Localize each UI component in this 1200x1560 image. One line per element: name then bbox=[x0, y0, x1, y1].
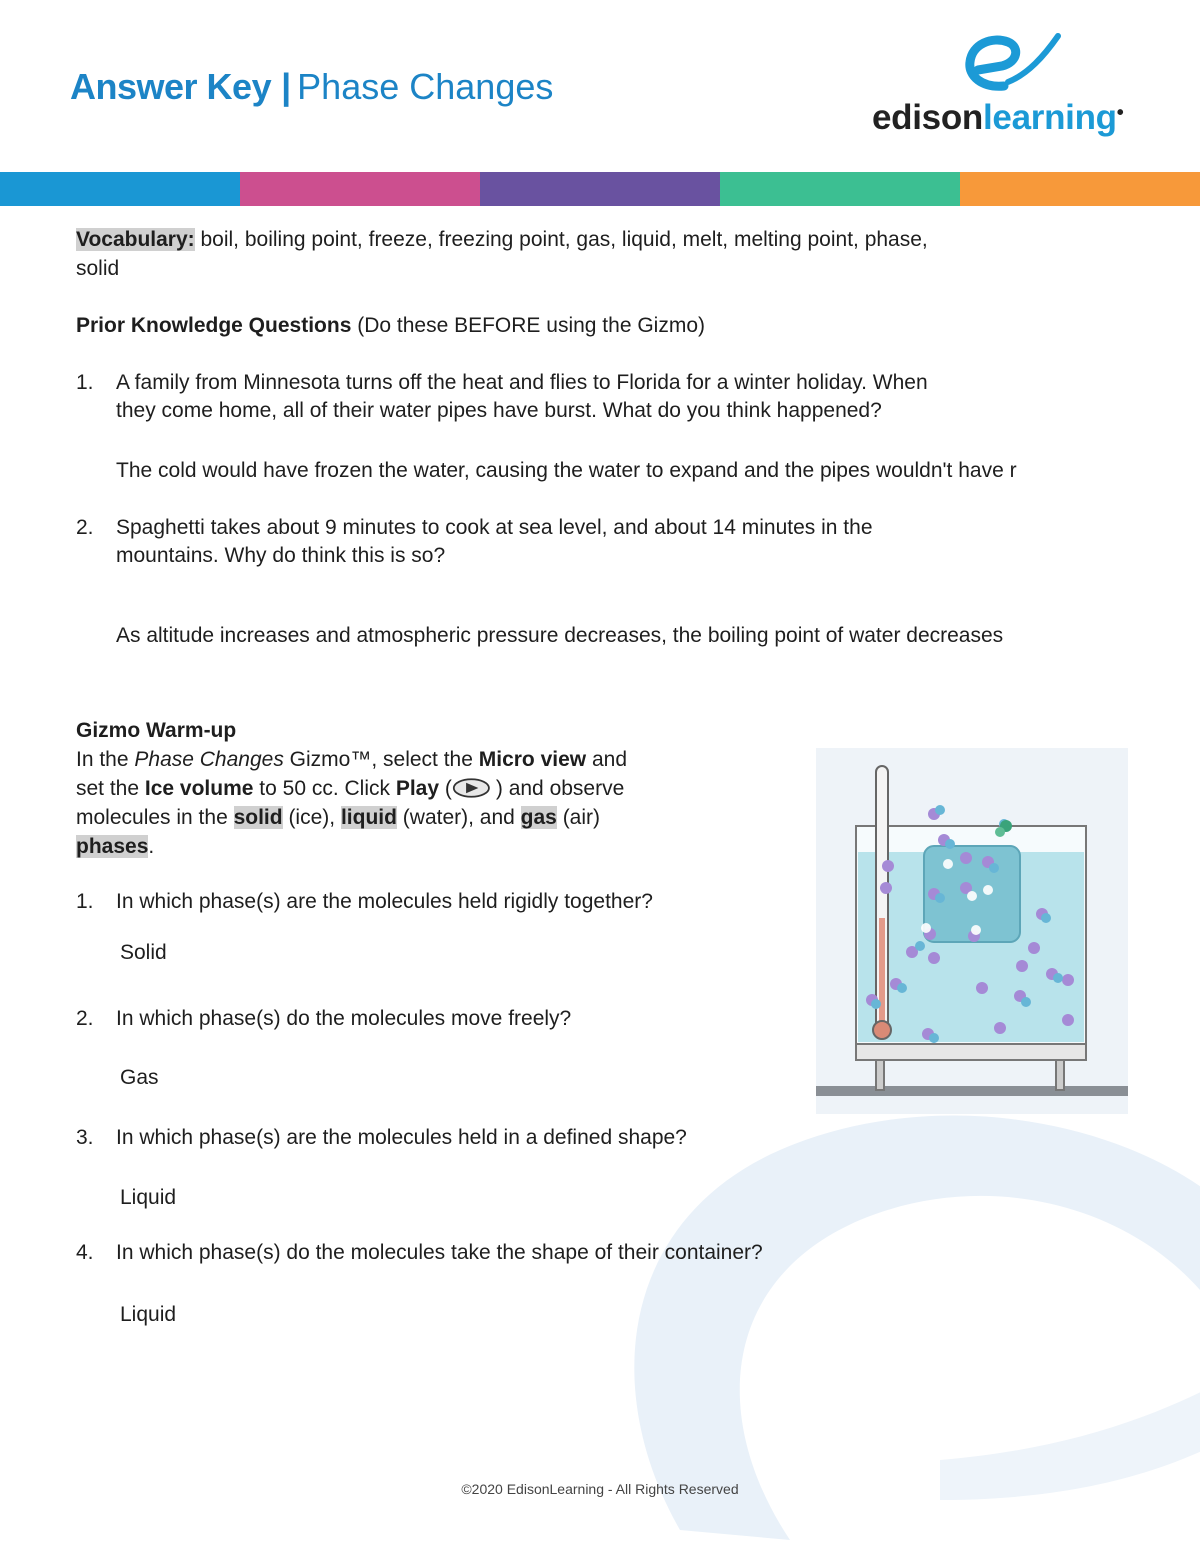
logo-learning: learning bbox=[983, 98, 1117, 137]
warmup-question-4: In which phase(s) do the molecules take the shape of their container? bbox=[116, 1241, 763, 1264]
phase-changes-gizmo-image bbox=[816, 748, 1128, 1114]
stripe-green bbox=[720, 172, 960, 206]
warmup-text: to 50 cc. Click bbox=[253, 777, 396, 800]
prior-question-1-line-1: A family from Minnesota turns off the heat and flies to Florida for a winter holiday. When bbox=[116, 371, 928, 394]
warmup-text: (air) bbox=[556, 806, 601, 829]
warmup-text: molecules in the bbox=[76, 806, 234, 829]
prior-heading-bold: Prior Knowledge Questions bbox=[76, 314, 352, 337]
play-term: Play bbox=[395, 777, 440, 800]
warmup-paragraph-line-4 bbox=[76, 832, 154, 861]
warmup-answer-3[interactable]: Liquid bbox=[120, 1186, 177, 1209]
prior-answer-2[interactable]: As altitude increases and atmospheric pressure decreases, the boiling point of water decreases bbox=[116, 624, 1004, 647]
prior-question-1-line-2: they come home, all of their water pipes have burst. What do you think happened? bbox=[116, 399, 882, 422]
warmup-answer-4[interactable]: Liquid bbox=[120, 1303, 177, 1326]
logo-wordmark bbox=[872, 98, 1123, 138]
term-gas: gas bbox=[520, 806, 557, 829]
stripe-purple bbox=[480, 172, 720, 206]
color-stripe-bar bbox=[0, 172, 1200, 206]
prior-heading-note: (Do these BEFORE using the Gizmo) bbox=[351, 314, 706, 337]
e-logo-icon bbox=[964, 30, 1064, 100]
ice-volume-term: Ice volume bbox=[144, 777, 254, 800]
question-number: 2. bbox=[76, 516, 94, 539]
question-number: 4. bbox=[76, 1241, 94, 1264]
micro-view-term: Micro view bbox=[478, 748, 587, 771]
stripe-pink bbox=[240, 172, 480, 206]
warmup-text: . bbox=[148, 835, 155, 858]
prior-knowledge-heading bbox=[76, 311, 705, 340]
warmup-question-3: In which phase(s) are the molecules held in a defined shape? bbox=[116, 1126, 687, 1149]
warmup-text: and bbox=[586, 748, 627, 771]
page-title bbox=[70, 62, 553, 112]
stripe-blue bbox=[0, 172, 240, 206]
question-number: 2. bbox=[76, 1007, 94, 1030]
logo-dot: • bbox=[1116, 102, 1124, 124]
warmup-text: Gizmo™, select the bbox=[283, 748, 479, 771]
prior-answer-1[interactable]: The cold would have frozen the water, causing the water to expand and the pipes wouldn't have r bbox=[116, 459, 1017, 482]
warmup-question-2: In which phase(s) do the molecules move freely? bbox=[116, 1007, 572, 1030]
vocabulary-line-2: solid bbox=[76, 257, 120, 280]
warmup-paragraph-line-3 bbox=[76, 803, 600, 832]
warmup-text: ( bbox=[439, 777, 452, 800]
term-phases: phases bbox=[76, 835, 149, 858]
title-answer-key: Answer Key bbox=[70, 66, 272, 107]
question-number: 3. bbox=[76, 1126, 94, 1149]
warmup-paragraph-line-1 bbox=[76, 745, 627, 774]
warmup-question-1: In which phase(s) are the molecules held rigidly together? bbox=[116, 890, 653, 913]
question-number: 1. bbox=[76, 890, 94, 913]
warmup-text: ) and observe bbox=[495, 777, 625, 800]
prior-question-2-line-1: Spaghetti takes about 9 minutes to cook at sea level, and about 14 minutes in the bbox=[116, 516, 873, 539]
stripe-orange bbox=[960, 172, 1200, 206]
warmup-text: (water), and bbox=[396, 806, 521, 829]
warmup-text: set the bbox=[76, 777, 145, 800]
warmup-text: (ice), bbox=[282, 806, 341, 829]
edisonlearning-logo bbox=[872, 30, 1142, 142]
footer-copyright: ©2020 EdisonLearning - All Rights Reserved bbox=[461, 1481, 739, 1497]
vocabulary-line-1 bbox=[76, 225, 928, 254]
logo-edison: edison bbox=[872, 98, 983, 137]
warmup-answer-2[interactable]: Gas bbox=[120, 1066, 159, 1089]
play-button-icon bbox=[452, 776, 496, 800]
term-solid: solid bbox=[233, 806, 283, 829]
prior-question-2-line-2: mountains. Why do think this is so? bbox=[116, 544, 446, 567]
title-separator: | bbox=[281, 66, 292, 107]
vocabulary-terms: boil, boiling point, freeze, freezing point, gas, liquid, melt, melting point, phase, bbox=[194, 228, 928, 251]
term-liquid: liquid bbox=[340, 806, 397, 829]
warmup-text: In the bbox=[76, 748, 135, 771]
warmup-answer-1[interactable]: Solid bbox=[120, 941, 167, 964]
warmup-heading: Gizmo Warm-up bbox=[76, 719, 237, 742]
title-phase-changes: Phase Changes bbox=[297, 66, 554, 107]
gizmo-name: Phase Changes bbox=[134, 748, 284, 771]
vocabulary-label: Vocabulary: bbox=[76, 228, 195, 251]
warmup-paragraph-line-2 bbox=[76, 774, 624, 803]
question-number: 1. bbox=[76, 371, 94, 394]
